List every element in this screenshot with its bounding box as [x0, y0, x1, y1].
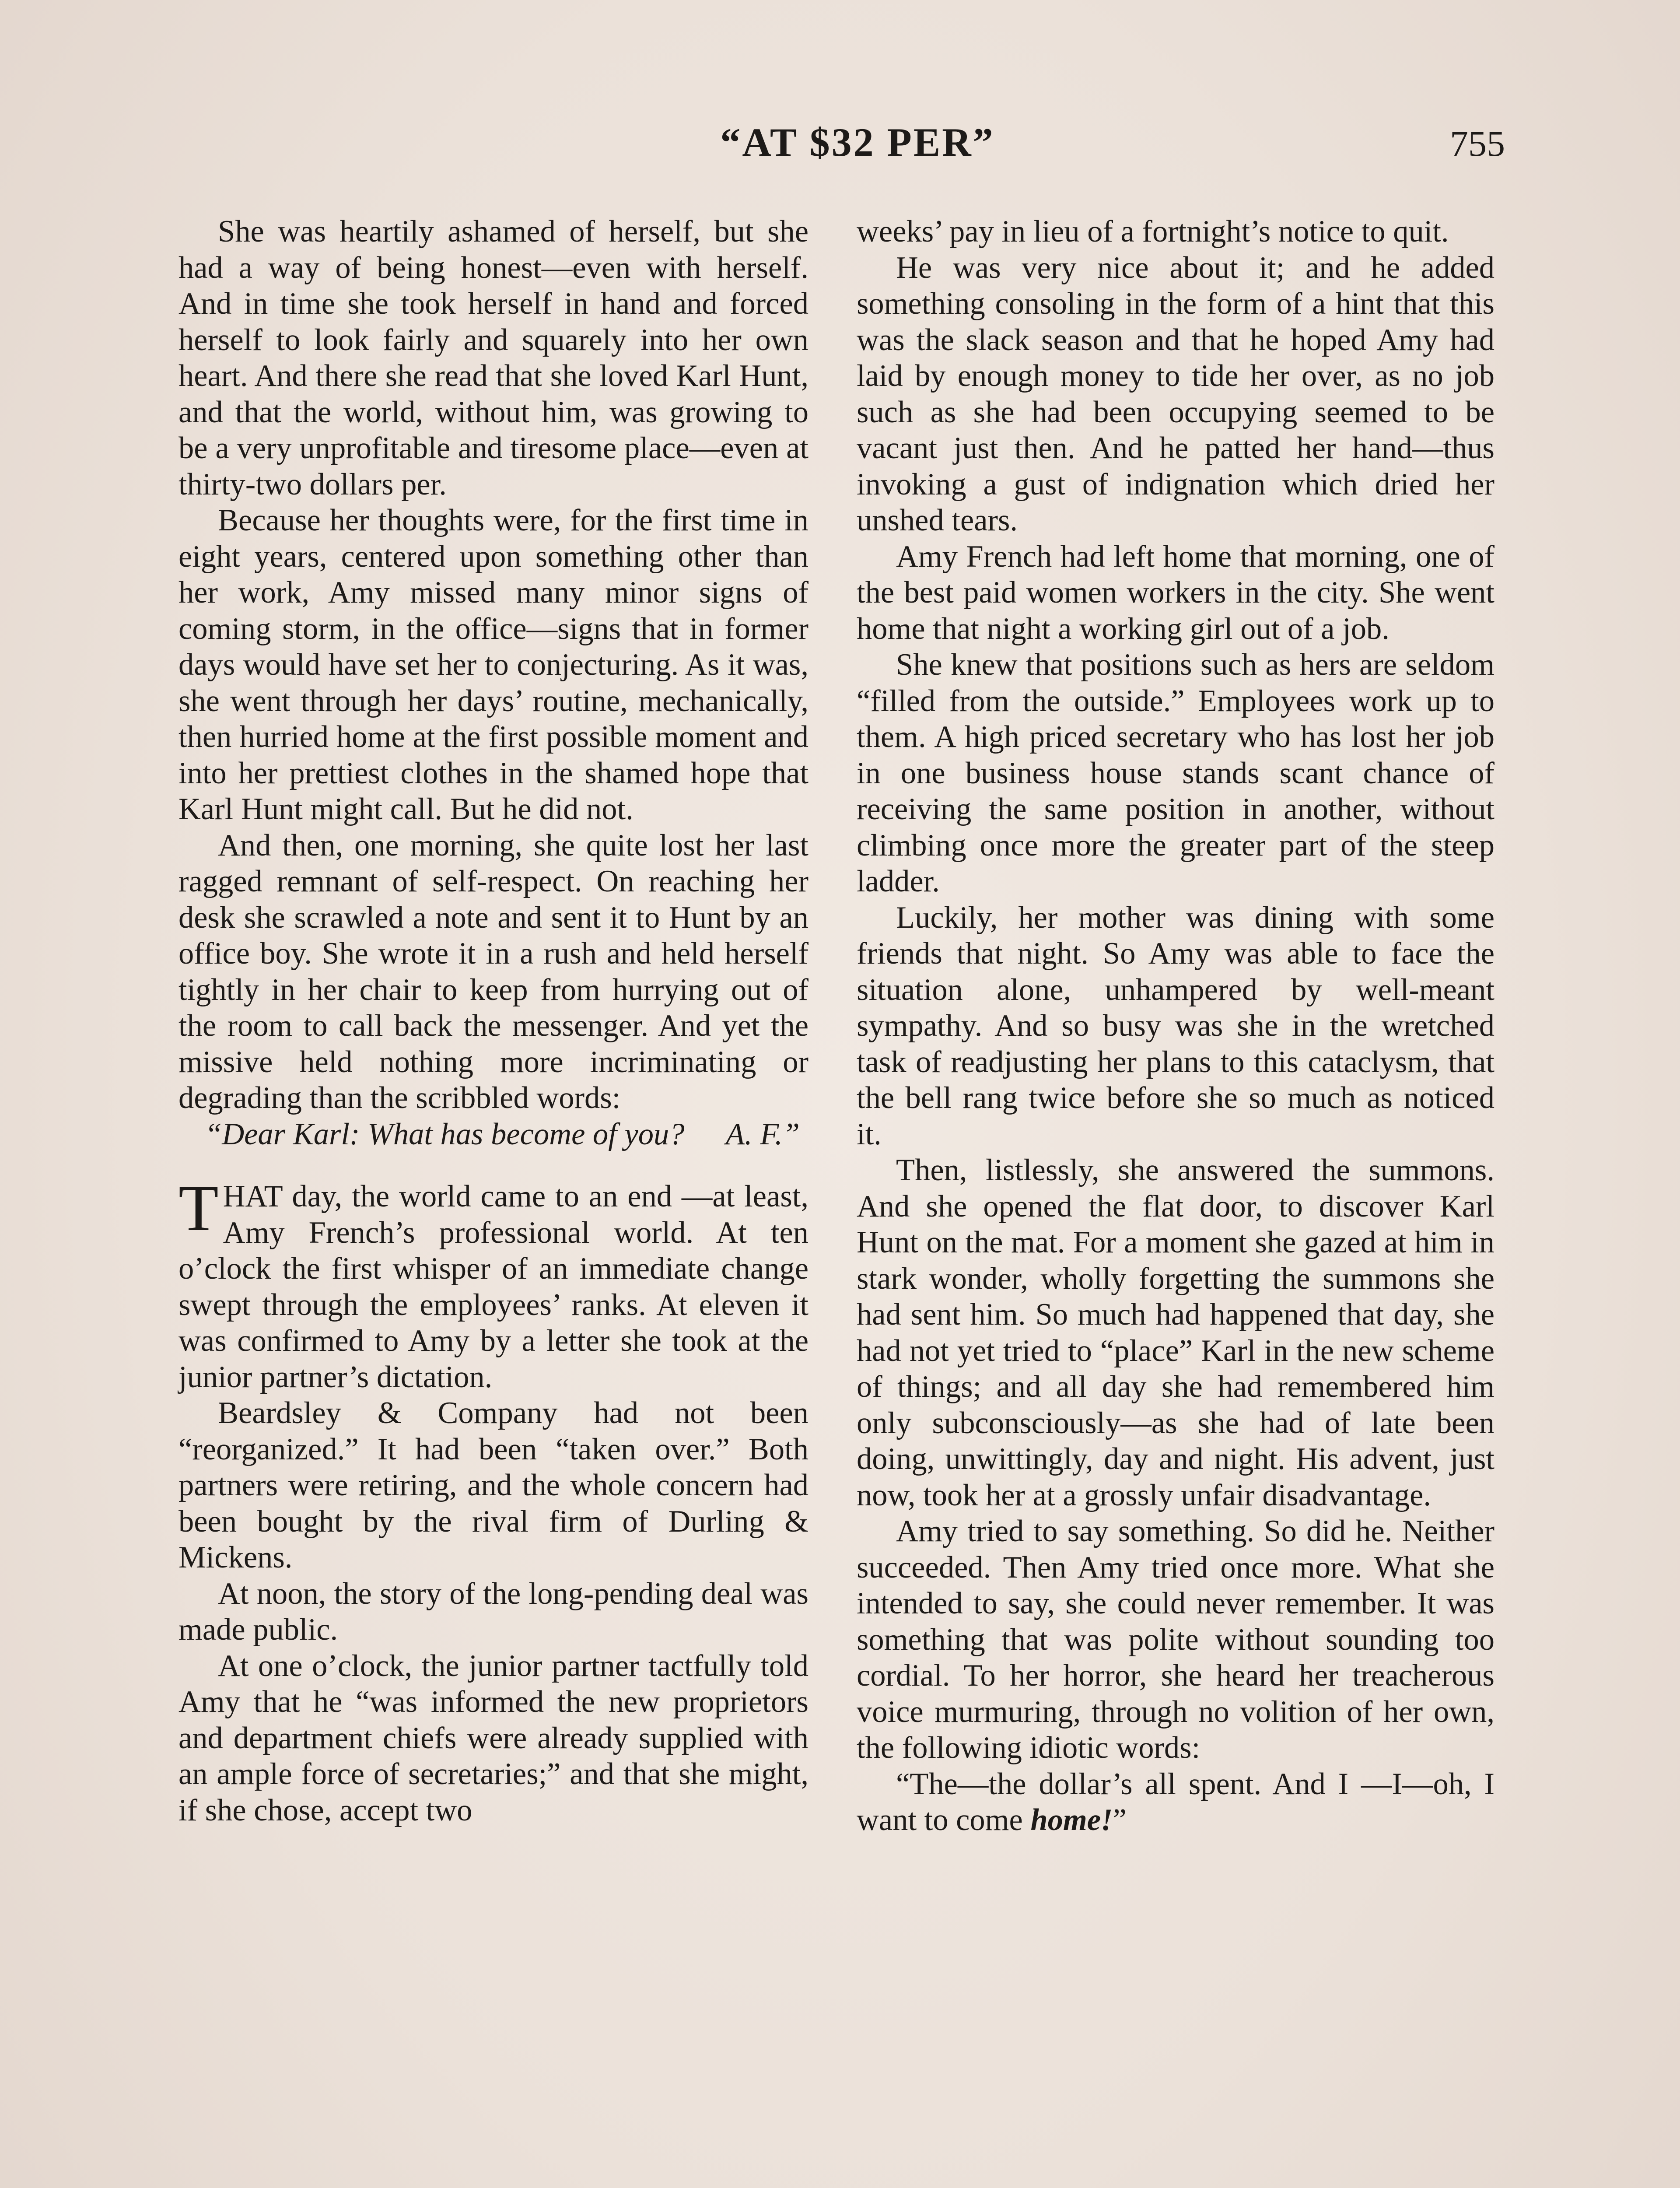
running-title: “AT $32 PER” [720, 120, 995, 165]
drop-cap: T [178, 1172, 219, 1245]
paragraph: She knew that positions such as hers are seldom “filled from the outside.” Employees work up to them. A high priced secretary who has lost her job in one business house stands scant chance of receiving the same position in another, without climbing once more the greater part of the steep ladder. [857, 648, 1494, 898]
closing-paragraph [857, 1766, 1494, 1838]
paragraph: Because her thoughts were, for the first time in eight years, centered upon something other than her work, Amy missed many minor signs of coming storm, in the office—signs that in former days would have set her to conjecturing. As it was, she went through her days’ routine, mechanically, then hurried home at the first possible moment and into her prettiest clothes in the shamed hope that Karl Hunt might call. But he did not. [178, 503, 808, 826]
right-column [857, 214, 1494, 1838]
paragraph: And then, one morning, she quite lost her last ragged remnant of self-respect. On reaching her desk she scrawled a note and sent it to Hunt by an office boy. She wrote it in a rush and held herself tightly in her chair to keep from hurrying out of the room to call back the messenger. And yet the missive held nothing more incriminating or degrading than the scribbled words: [178, 828, 808, 1115]
letter-text: “Dear Karl: What has become of you? [205, 1117, 685, 1151]
paragraph: Amy tried to say something. So did he. Neither succeeded. Then Amy tried once more. What she intended to say, she could never remember. It was something that was polite without sounding too cordial. To her horror, she heard her treacherous voice murmuring, through no volition of her own, the following idiotic words: [857, 1514, 1494, 1765]
section-opening-paragraph [178, 1172, 808, 1395]
letter-quote [178, 1116, 808, 1153]
page-number: 755 [1450, 123, 1505, 164]
closing-text: “The—the dollar’s all spent. And I —I—oh, I want to come [857, 1767, 1494, 1837]
paragraph: Luckily, her mother was dining with some friends that night. So Amy was able to face the situation alone, unhampered by well-meant sympathy. And so busy was she in the wretched task of readjusting her plans to this cataclysm, that the bell rang twice before she so much as noticed it. [857, 900, 1494, 1151]
paragraph-continued: weeks’ pay in lieu of a fortnight’s notice to quit. [857, 214, 1449, 249]
letter-signature: A. F.” [725, 1117, 800, 1151]
paragraph: At noon, the story of the long-pending deal was made public. [178, 1576, 808, 1647]
paragraph: Beardsley & Company had not been “reorganized.” It had been “taken over.” Both partners were retiring, and the whole concern had been bought by the rival firm of Durling & Mickens. [178, 1396, 808, 1574]
emphasis-text: home! [1030, 1803, 1113, 1837]
left-column [178, 214, 808, 1828]
paragraph: He was very nice about it; and he added something consoling in the form of a hint that this was the slack season and that he hoped Amy had laid by enough money to tide her over, as no job such as she had been occupying seemed to be vacant just then. And he patted her hand—thus invoking a gust of indignation which dried her unshed tears. [857, 250, 1494, 537]
section-opening-text: HAT day, the world came to an end —at least, Amy French’s professional world. At ten o’clock the first whisper of an immediate change swept through the employees’ ranks. At eleven it was confirmed to Amy by a letter she took at the junior partner’s dictation. [178, 1179, 808, 1394]
paragraph: At one o’clock, the junior partner tactfully told Amy that he “was informed the new proprietors and department chiefs were already supplied with an ample force of secretaries;” and that she might, if she chose, accept two [178, 1648, 808, 1827]
paragraph: Amy French had left home that morning, one of the best paid women workers in the city. She went home that night a working girl out of a job. [857, 539, 1494, 646]
paragraph: Then, listlessly, she answered the summons. And she opened the flat door, to discover Karl Hunt on the mat. For a moment she gazed at him in stark wonder, wholly forgetting the summons she had sent him. So much had happened that day, she had not yet tried to “place” Karl in the new scheme of things; and all day she had remembered him only subconsciously—as she had of late been doing, unwittingly, day and night. His advent, just now, took her at a grossly unfair disadvantage. [857, 1153, 1494, 1512]
closing-quote: ” [1113, 1803, 1127, 1837]
paragraph: She was heartily ashamed of herself, but she had a way of being honest—even with herself. And in time she took herself in hand and forced herself to look fairly and squarely into her own heart. And there she read that she loved Karl Hunt, and that the world, without him, was growing to be a very unprofitable and tiresome place—even at thirty-two dollars per. [178, 214, 808, 501]
